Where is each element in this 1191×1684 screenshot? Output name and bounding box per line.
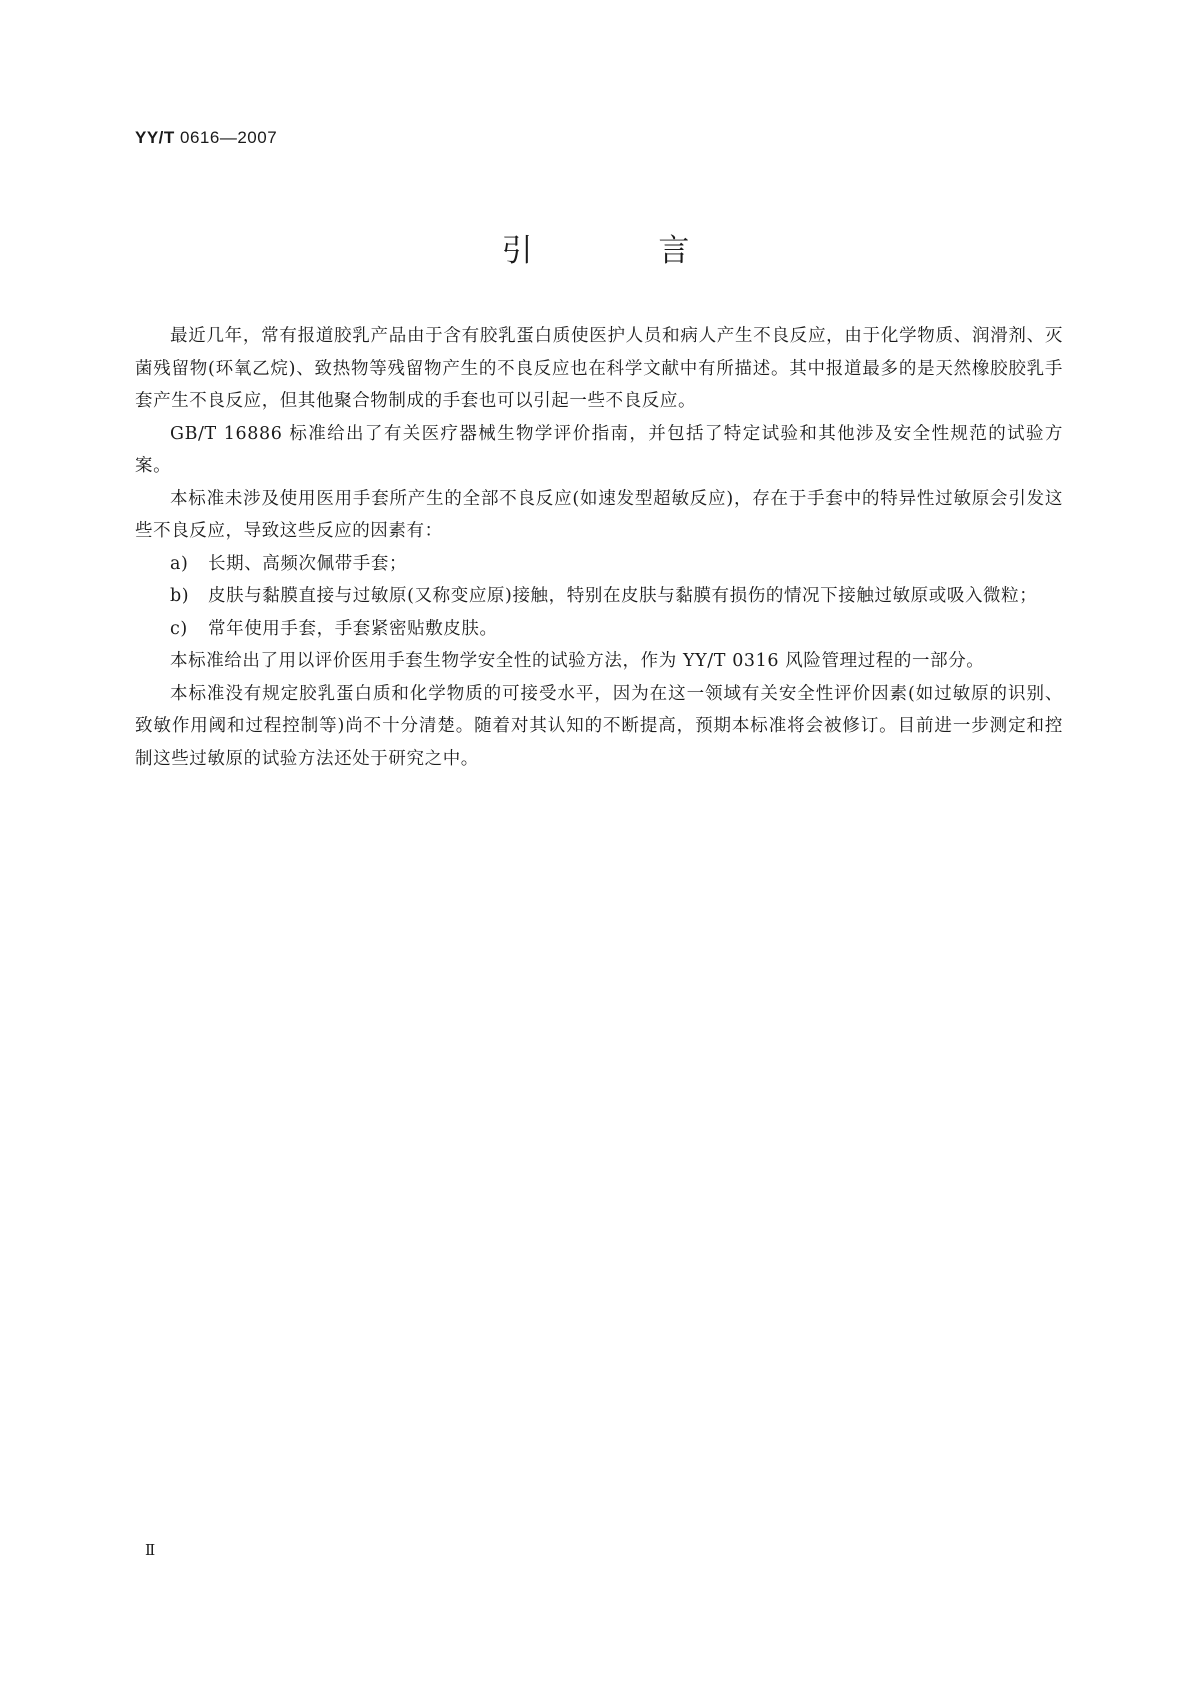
list-item-marker: c) (170, 618, 188, 639)
list-item (135, 548, 1063, 581)
list-item-text: 皮肤与黏膜直接与过敏原(又称变应原)接触，特别在皮肤与黏膜有损伤的情况下接触过敏原或吸入微粒； (208, 586, 1038, 606)
paragraph-adverse-reactions: 本标准未涉及使用医用手套所产生的全部不良反应(如速发型超敏反应)，存在于手套中的特异性过敏原会引发这些不良反应，导致这些反应的因素有： (135, 488, 1063, 541)
list-item-text: 长期、高频次佩带手套； (208, 553, 408, 574)
list-item (135, 613, 1063, 646)
list-item-text: 常年使用手套，手套紧密贴敷皮肤。 (208, 618, 498, 639)
paragraph-intro: 最近几年，常有报道胶乳产品由于含有胶乳蛋白质使医护人员和病人产生不良反应，由于化学物质、润滑剂、灭菌残留物(环氧乙烷)、致热物等残留物产生的不良反应也在科学文献中有所描述。其中报道最多的是天然橡胶胶乳手套产生不良反应，但其他聚合物制成的手套也可以引起一些不良反应。 (135, 326, 1063, 411)
paragraph-acceptable-levels: 本标准没有规定胶乳蛋白质和化学物质的可接受水平，因为在这一领域有关安全性评价因素(如过敏原的识别、致敏作用阈和过程控制等)尚不十分清楚。随着对其认知的不断提高，预期本标准将会被修订。目前进一步测定和控制这些过敏原的试验方法还处于研究之中。 (135, 683, 1063, 769)
page-number: Ⅱ (145, 1541, 156, 1559)
standard-code (135, 128, 277, 148)
list-item-marker: a) (170, 553, 189, 574)
paragraph-test-methods: 本标准给出了用以评价医用手套生物学安全性的试验方法，作为 YY/T 0316 风险管理过程的一部分。 (170, 651, 985, 671)
list-item-marker: b) (170, 586, 190, 606)
page-title: 引 言 (501, 233, 748, 269)
document-body (135, 320, 1063, 775)
standard-code-number: 0616—2007 (174, 128, 278, 147)
standard-code-prefix: YY/T (135, 128, 175, 147)
paragraph-gbt-16886: GB/T 16886 标准给出了有关医疗器械生物学评价指南，并包括了特定试验和其他涉及安全性规范的试验方案。 (135, 423, 1063, 476)
list-item (135, 580, 1063, 613)
